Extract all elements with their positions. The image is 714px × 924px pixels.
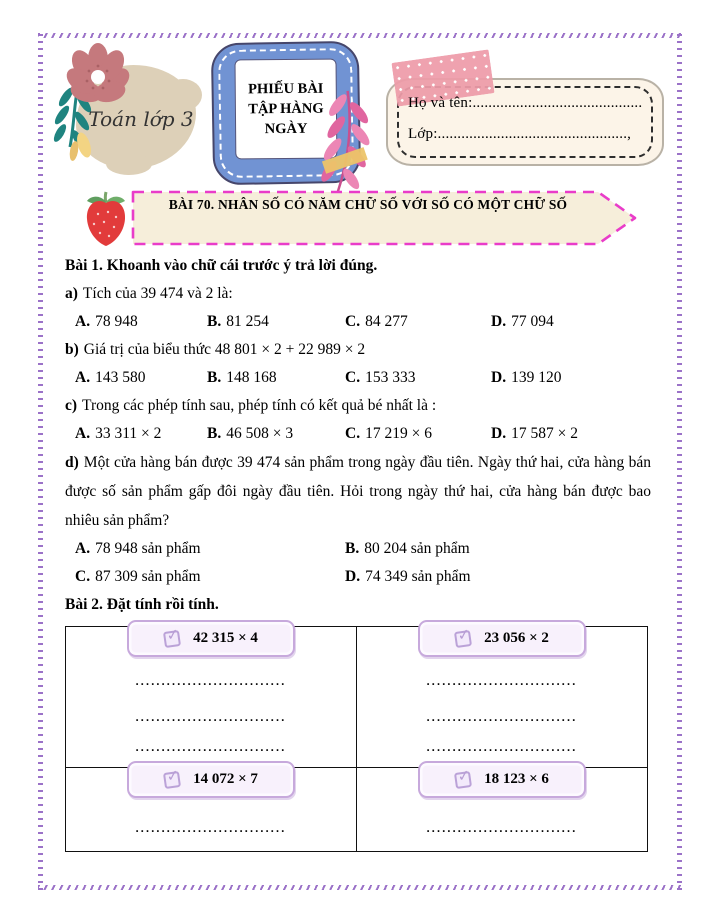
- question-d-options-row1: [65, 535, 651, 563]
- problem-expression: 42 315 × 4: [193, 630, 258, 646]
- option: C. 87 309 sản phẩm: [75, 568, 201, 585]
- table-cell: [357, 627, 648, 768]
- page-border-top: [38, 33, 682, 38]
- leaf-branch-icon: [312, 86, 376, 199]
- question-c: c) Trong các phép tính sau, phép tính có kết quả bé nhất là :: [65, 397, 437, 414]
- problem-box: [127, 761, 295, 798]
- question-a: a) Tích của 39 474 và 2 là:: [65, 285, 233, 302]
- class-line: Lớp:................................................,: [408, 126, 632, 142]
- flower-icon: [44, 41, 144, 166]
- option: B. 81 254: [207, 313, 269, 330]
- sheet-title: PHIẾU BÀI TẬP HÀNG NGÀY: [234, 59, 337, 160]
- checkbox-icon: [163, 770, 181, 788]
- option: C. 84 277: [345, 313, 408, 330]
- answer-dots: .............................: [135, 821, 287, 835]
- question-b: b) Giá trị của biểu thức 48 801 × 2 + 22 989 × 2: [65, 341, 366, 358]
- answer-dots: .............................: [135, 674, 287, 688]
- answer-dots: .............................: [135, 710, 287, 724]
- page-border-right: [677, 33, 682, 890]
- option: D. 17 587 × 2: [491, 425, 578, 442]
- grade-illustration: [46, 45, 204, 177]
- problems-table: [65, 626, 648, 852]
- option: C. 17 219 × 6: [345, 425, 432, 442]
- checkbox-icon: [454, 629, 472, 647]
- problem-expression: 14 072 × 7: [193, 771, 258, 787]
- option: A. 78 948 sản phẩm: [75, 540, 201, 557]
- answer-dots: .............................: [426, 740, 578, 754]
- option: D. 74 349 sản phẩm: [345, 568, 471, 585]
- answer-dots: .............................: [426, 674, 578, 688]
- table-cell: [66, 768, 357, 852]
- option: B. 46 508 × 3: [207, 425, 294, 442]
- option: A. 143 580: [75, 369, 146, 386]
- exercise1-heading: Bài 1. Khoanh vào chữ cái trước ý trả lời đúng.: [65, 257, 378, 274]
- page-border-bottom: [38, 885, 682, 890]
- worksheet-body: [65, 252, 651, 852]
- option: B. 80 204 sản phẩm: [345, 540, 470, 557]
- option: C. 153 333: [345, 369, 416, 386]
- option: A. 78 948: [75, 313, 138, 330]
- problem-box: [418, 761, 586, 798]
- page-border-left: [38, 33, 43, 890]
- lesson-banner: [82, 186, 642, 250]
- problem-box: [127, 620, 295, 657]
- name-line: Họ và tên:...........................................: [408, 95, 643, 111]
- question-b-options: [65, 364, 651, 392]
- title-frame: [211, 41, 361, 186]
- lesson-title: BÀI 70. NHÂN SỐ CÓ NĂM CHỮ SỐ VỚI SỐ CÓ MỘT CHỮ SỐ: [168, 197, 568, 212]
- question-d-options-row2: [65, 563, 651, 591]
- problem-expression: 18 123 × 6: [484, 771, 549, 787]
- student-info-box: [386, 78, 664, 166]
- answer-dots: .............................: [426, 821, 578, 835]
- option: D. 77 094: [491, 313, 554, 330]
- table-cell: [66, 627, 357, 768]
- checkbox-icon: [454, 770, 472, 788]
- question-d-paragraph: d) Một cửa hàng bán được 39 474 sản phẩm trong ngày đầu tiên. Ngày thứ hai, cửa hàng bán được số sản phẩm gấp đôi ngày đầu tiên. Hỏi trong ngày thứ hai, cửa hàng bán được bao nhiêu sản phẩm?: [65, 454, 651, 529]
- option: B. 148 168: [207, 369, 277, 386]
- answer-dots: .............................: [426, 710, 578, 724]
- option: D. 139 120: [491, 369, 562, 386]
- strawberry-icon: [82, 188, 130, 250]
- exercise2-heading: Bài 2. Đặt tính rồi tính.: [65, 596, 219, 613]
- option: A. 33 311 × 2: [75, 425, 162, 442]
- table-cell: [357, 768, 648, 852]
- question-a-options: [65, 308, 651, 336]
- problem-box: [418, 620, 586, 657]
- checkbox-icon: [163, 629, 181, 647]
- grade-label: Toán lớp 3: [88, 107, 194, 131]
- answer-dots: .............................: [135, 740, 287, 754]
- question-c-options: [65, 420, 651, 448]
- problem-expression: 23 056 × 2: [484, 630, 549, 646]
